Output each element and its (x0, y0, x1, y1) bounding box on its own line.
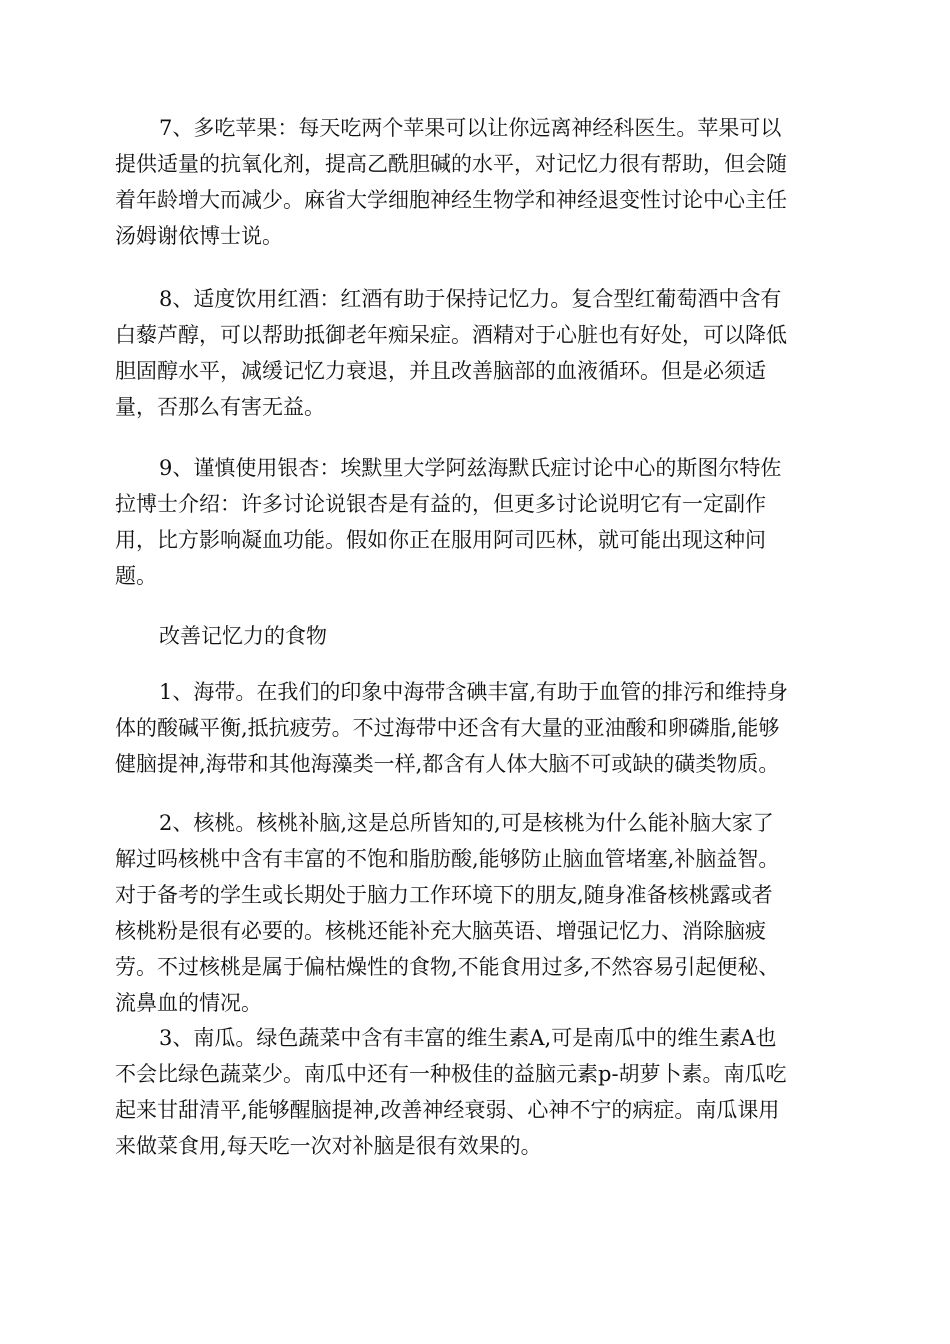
text-line: 汤姆谢依博士说。 (115, 224, 283, 248)
text-line: 用，比方影响凝血功能。假如你正在服用阿司匹林，就可能出现这种问 (115, 528, 766, 552)
text-line: 着年龄增大而减少。麻省大学细胞神经生物学和神经退变性讨论中心主任 (115, 188, 787, 212)
text-line: 健脑提神,海带和其他海藻类一样,都含有人体大脑不可或缺的磺类物质。 (115, 752, 780, 776)
paragraph-red-wine (115, 281, 837, 425)
text-line: 拉博士介绍：许多讨论说银杏是有益的，但更多讨论说明它有一定副作 (115, 492, 766, 516)
paragraph-seaweed (115, 674, 837, 782)
text-line: 8、适度饮用红酒：红酒有助于保持记忆力。复合型红葡萄酒中含有 (159, 287, 782, 311)
text-line: 不会比绿色蔬菜少。南瓜中还有一种极佳的益脑元素p-胡萝卜素。南瓜吃 (115, 1062, 787, 1086)
text-line: 解过吗核桃中含有丰富的不饱和脂肪酸,能够防止脑血管堵塞,补脑益智。 (115, 847, 780, 871)
paragraph-apple (115, 110, 837, 254)
heading-text: 改善记忆力的食物 (159, 624, 327, 648)
text-line: 2、核桃。核桃补脑,这是总所皆知的,可是核桃为什么能补脑大家了 (159, 811, 774, 835)
text-line: 核桃粉是很有必要的。核桃还能补充大脑英语、增强记忆力、消除脑疲 (115, 919, 766, 943)
text-line: 3、南瓜。绿色蔬菜中含有丰富的维生素A,可是南瓜中的维生素A也 (159, 1026, 777, 1050)
text-line: 流鼻血的情况。 (115, 991, 262, 1015)
paragraph-ginkgo (115, 450, 837, 594)
text-line: 起来甘甜清平,能够醒脑提神,改善神经衰弱、心神不宁的病症。南瓜课用 (115, 1098, 780, 1122)
text-line: 体的酸碱平衡,抵抗疲劳。不过海带中还含有大量的亚油酸和卵磷脂,能够 (115, 716, 780, 740)
text-line: 白藜芦醇，可以帮助抵御老年痴呆症。酒精对于心脏也有好处，可以降低 (115, 323, 787, 347)
text-line: 胆固醇水平，减缓记忆力衰退，并且改善脑部的血液循环。但是必须适 (115, 359, 766, 383)
text-line: 9、谨慎使用银杏：埃默里大学阿兹海默氏症讨论中心的斯图尔特佐 (159, 456, 782, 480)
paragraph-pumpkin (115, 1020, 837, 1164)
text-line: 劳。不过核桃是属于偏枯燥性的食物,不能食用过多,不然容易引起便秘、 (115, 955, 780, 979)
text-line: 7、多吃苹果：每天吃两个苹果可以让你远离神经科医生。苹果可以 (159, 116, 782, 140)
text-line: 量，否那么有害无益。 (115, 395, 325, 419)
text-line: 对于备考的学生或长期处于脑力工作环境下的朋友,随身准备核桃露或者 (115, 883, 773, 907)
text-line: 1、海带。在我们的印象中海带含碘丰富,有助于血管的排污和维持身 (159, 680, 789, 704)
text-line: 来做菜食用,每天吃一次对补脑是很有效果的。 (115, 1134, 542, 1158)
section-heading (115, 618, 837, 654)
text-line: 提供适量的抗氧化剂，提高乙酰胆碱的水平，对记忆力很有帮助，但会随 (115, 152, 787, 176)
paragraph-walnut (115, 805, 837, 1021)
text-line: 题。 (115, 564, 157, 588)
